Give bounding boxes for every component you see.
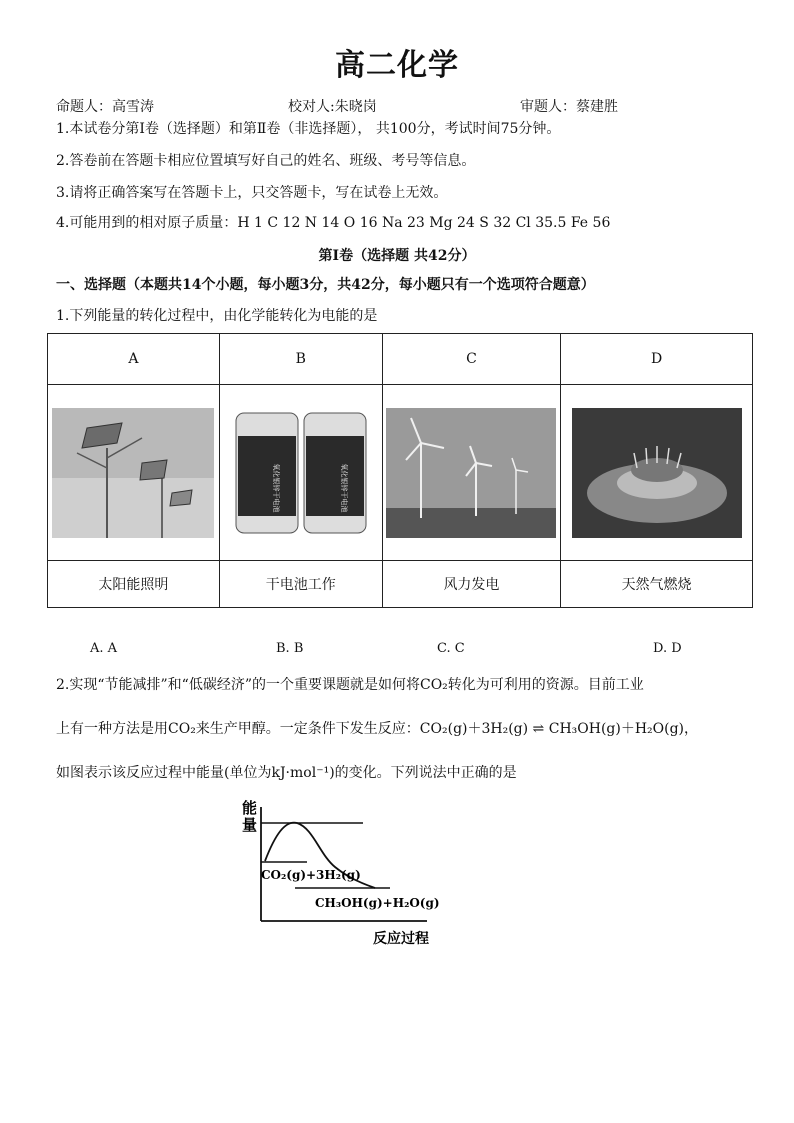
instruction-3: 3.请将正确答案写在答题卡上，只交答题卡，写在试卷上无效。 <box>56 185 448 201</box>
energy-diagram <box>235 795 465 955</box>
reactants-label: CO₂(g)+3H₂(g) <box>261 868 361 882</box>
caption-a: 太阳能照明 <box>48 561 220 608</box>
col-b: B <box>219 334 382 385</box>
battery-label-1: 氧化银锌干电池 <box>271 463 280 512</box>
caption-d: 天然气燃烧 <box>561 561 753 608</box>
page-title: 高二化学 <box>335 48 459 83</box>
x-axis-label: 反应过程 <box>373 931 429 947</box>
y-axis-label-2: 量 <box>242 816 258 834</box>
col-d: D <box>561 334 753 385</box>
q1-option-a: A. A <box>90 641 118 656</box>
section-title: 第Ⅰ卷（选择题 共42分） <box>318 248 476 264</box>
battery-label-2: 氧化银锌干电池 <box>339 463 348 512</box>
q1-option-c: C. C <box>437 641 465 656</box>
col-a: A <box>48 334 220 385</box>
col-c: C <box>382 334 560 385</box>
q1-stem: 1.下列能量的转化过程中，由化学能转化为电能的是 <box>56 308 378 324</box>
dry-battery-image <box>219 385 382 561</box>
q1-option-d: D. D <box>653 641 682 656</box>
q2-line-1: 2.实现“节能减排”和“低碳经济”的一个重要课题就是如何将CO₂转化为可利用的资源。目前工业 <box>56 677 644 693</box>
y-axis-label-1: 能 <box>242 799 258 817</box>
caption-c: 风力发电 <box>382 561 560 608</box>
gas-burner-image <box>561 385 753 561</box>
part-title: 一、选择题（本题共14个小题，每小题3分，共42分，每小题只有一个选项符合题意） <box>56 277 595 293</box>
author: 命题人：高雪涛 <box>56 99 154 115</box>
q2-line-3: 如图表示该反应过程中能量(单位为kJ·mol⁻¹)的变化。下列说法中正确的是 <box>56 765 517 781</box>
instruction-2: 2.答卷前在答题卡相应位置填写好自己的姓名、班级、考号等信息。 <box>56 153 476 169</box>
instruction-1: 1.本试卷分第Ⅰ卷（选择题）和第Ⅱ卷（非选择题）， 共100分，考试时间75分钟。 <box>56 121 561 137</box>
reviewer: 审题人：蔡建胜 <box>520 99 618 115</box>
q1-table <box>47 333 753 608</box>
wind-turbine-image <box>382 385 560 561</box>
products-label: CH₃OH(g)+H₂O(g) <box>315 896 440 910</box>
q1-option-b: B. B <box>276 641 304 656</box>
solar-lamp-image <box>48 385 220 561</box>
caption-b: 干电池工作 <box>219 561 382 608</box>
proofreader: 校对人:朱晓岗 <box>288 99 377 115</box>
q2-line-2: 上有一种方法是用CO₂来生产甲醇。一定条件下发生反应：CO₂(g)＋3H₂(g) ⇌ CH₃OH(g)＋H₂O(g)， <box>56 721 699 737</box>
instruction-4: 4.可能用到的相对原子质量：H 1 C 12 N 14 O 16 Na 23 Mg 24 S 32 Cl 35.5 Fe 56 <box>56 215 611 231</box>
